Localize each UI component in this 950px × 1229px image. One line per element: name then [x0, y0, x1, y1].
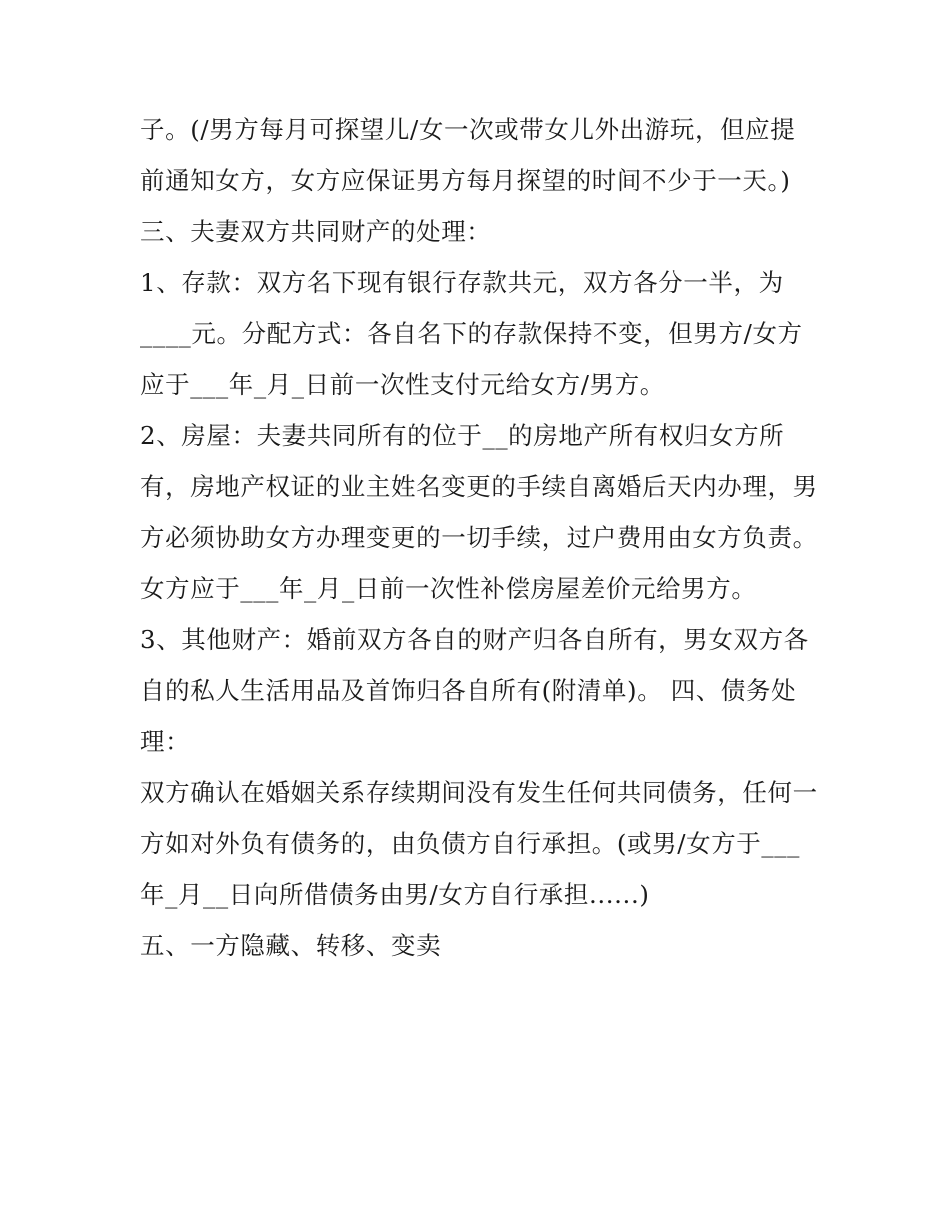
- text-line-7: 2、房屋：夫妻共同所有的位于__的房地产所有权归女方所: [140, 421, 785, 450]
- text-line-11: 3、其他财产：婚前双方各自的财产归各自所有，男女双方各: [140, 625, 809, 654]
- text-line-13: 理：: [140, 727, 191, 756]
- text-line-12: 自的私人生活用品及首饰归各自所有(附清单)。 四、债务处: [140, 676, 797, 705]
- text-line-16: 年_月__日向所借债务由男/女方自行承担......): [140, 880, 650, 909]
- document-body: [140, 104, 820, 971]
- section-heading-concealment: 五、一方隐藏、转移、变卖: [140, 931, 442, 960]
- text-line-1: 子。(/男方每月可探望儿/女一次或带女儿外出游玩，但应提: [140, 115, 796, 144]
- text-line-5: ____元。分配方式：各自名下的存款保持不变，但男方/女方: [140, 319, 803, 348]
- text-line-8: 有，房地产权证的业主姓名变更的手续自离婚后天内办理，男: [140, 472, 818, 501]
- text-line-9: 方必须协助女方办理变更的一切手续，过户费用由女方负责。: [140, 523, 818, 552]
- text-line-2: 前通知女方，女方应保证男方每月探望的时间不少于一天。): [140, 166, 791, 195]
- text-line-6: 应于___年_月_日前一次性支付元给女方/男方。: [140, 370, 665, 399]
- section-heading-property: 三、夫妻双方共同财产的处理：: [140, 217, 492, 246]
- text-line-10: 女方应于___年_月_日前一次性补偿房屋差价元给男方。: [140, 574, 757, 603]
- text-line-14: 双方确认在婚姻关系存续期间没有发生任何共同债务，任何一: [140, 778, 818, 807]
- text-line-15: 方如对外负有债务的，由负债方自行承担。(或男/女方于___: [140, 829, 800, 858]
- text-line-4: 1、存款：双方名下现有银行存款共元，双方各分一半，为: [140, 268, 784, 297]
